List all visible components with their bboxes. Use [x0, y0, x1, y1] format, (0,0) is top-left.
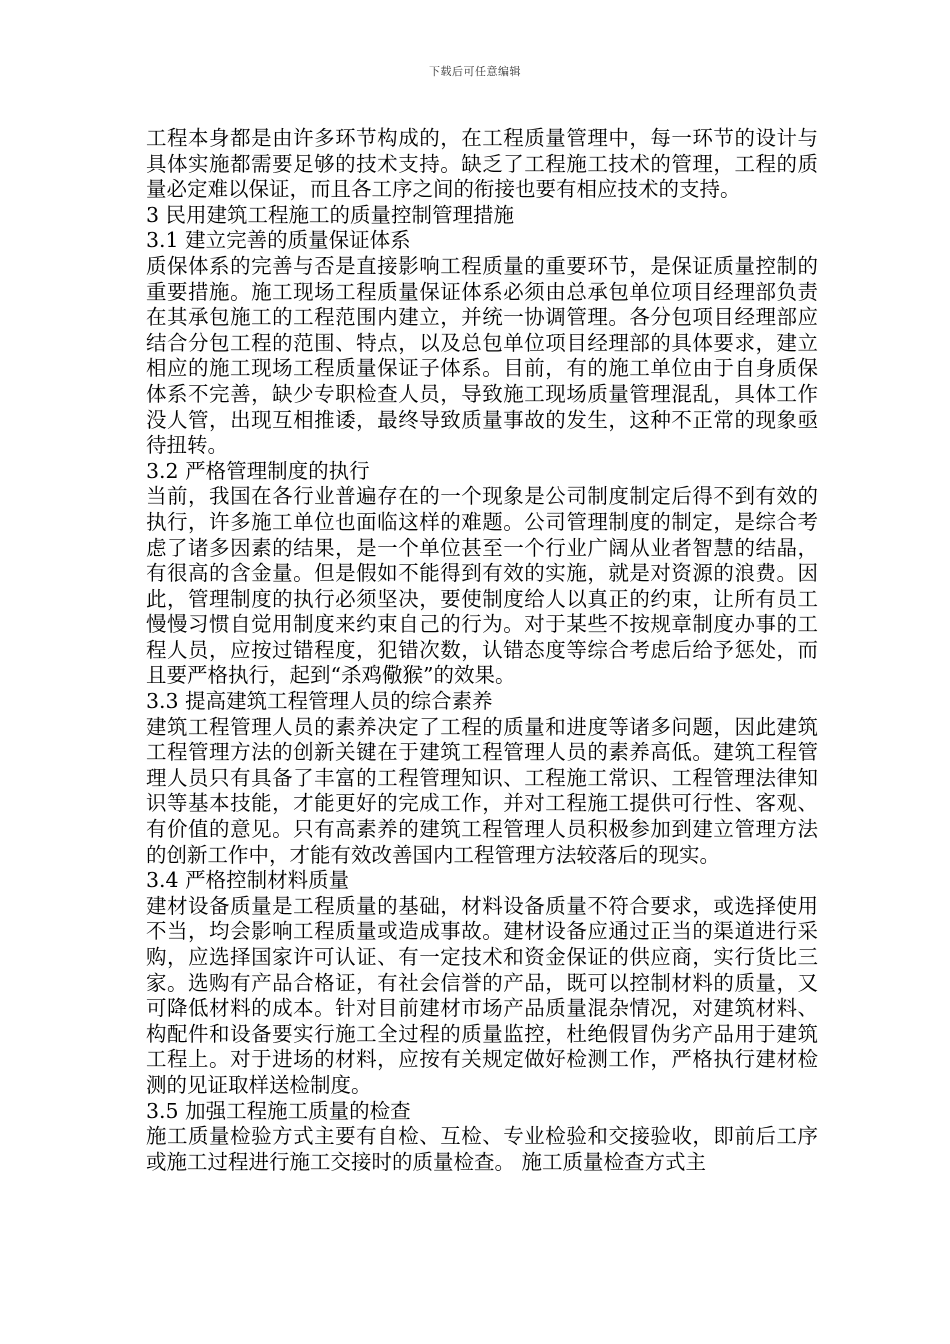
paragraph-3-5: 施工质量检验方式主要有自检、互检、专业检验和交接验收，即前后工序或施工过程进行施工交接时的质量检查。 施工质量检查方式主	[146, 1124, 818, 1174]
section-heading-3-2: 3.2 严格管理制度的执行	[146, 458, 370, 483]
page-header: 下载后可任意编辑	[429, 65, 521, 78]
document-body	[146, 126, 818, 1175]
paragraph-3-2: 当前，我国在各行业普遍存在的一个现象是公司制度制定后得不到有效的执行，许多施工单位也面临这样的难题。公司管理制度的制定，是综合考虑了诸多因素的结果，是一个单位甚至一个行业广阔从业者智慧的结晶，有很高的含金量。但是假如不能得到有效的实施，就是对资源的浪费。因此，管理制度的执行必须坚决，要使制度给人以真正的约束，让所有员工慢慢习惯自觉用制度来约束自己的行为。对于某些不按规章制度办事的工程人员，应按过错程度，犯错次数，认错态度等综合考虑后给予惩处，而且要严格执行，起到“杀鸡儆猴”的效果。	[146, 484, 818, 688]
paragraph-3-1: 质保体系的完善与否是直接影响工程质量的重要环节，是保证质量控制的重要措施。施工现场工程质量保证体系必须由总承包单位项目经理部负责在其承包施工的工程范围内建立，并统一协调管理。各分包项目经理部应结合分包工程的范围、特点，以及总包单位项目经理部的具体要求，建立相应的施工现场工程质量保证子体系。目前，有的施工单位由于自身质保体系不完善，缺少专职检查人员，导致施工现场质量管理混乱，具体工作没人管，出现互相推诿，最终导致质量事故的发生，这种不正常的现象亟待扭转。	[146, 253, 818, 458]
paragraph-3-4: 建材设备质量是工程质量的基础，材料设备质量不符合要求，或选择使用不当，均会影响工程质量或造成事故。建材设备应通过正当的渠道进行采购，应选择国家许可认证、有一定技术和资金保证的供应商，实行货比三家。选购有产品合格证，有社会信誉的产品，既可以控制材料的质量，又可降低材料的成本。针对目前建材市场产品质量混杂情况，对建筑材料、构配件和设备要实行施工全过程的质量监控，杜绝假冒伪劣产品用于建筑工程上。对于进场的材料，应按有关规定做好检测工作，严格执行建材检测的见证取样送检制度。	[146, 893, 818, 1097]
section-heading-3-4: 3.4 严格控制材料质量	[146, 868, 350, 893]
section-heading-3-5: 3.5 加强工程施工质量的检查	[146, 1098, 411, 1123]
section-heading-3: 3 民用建筑工程施工的质量控制管理措施	[146, 202, 515, 227]
section-heading-3-3: 3.3 提高建筑工程管理人员的综合素养	[146, 689, 493, 714]
paragraph-intro: 工程本身都是由许多环节构成的，在工程质量管理中，每一环节的设计与具体实施都需要足够的技术支持。缺乏了工程施工技术的管理，工程的质量必定难以保证，而且各工序之间的衔接也要有相应技术的支持。	[146, 126, 818, 202]
paragraph-3-3: 建筑工程管理人员的素养决定了工程的质量和进度等诸多问题，因此建筑工程管理方法的创新关键在于建筑工程管理人员的素养高低。建筑工程管理人员只有具备了丰富的工程管理知识、工程施工常识、工程管理法律知识等基本技能，才能更好的完成工作，并对工程施工提供可行性、客观、有价值的意见。只有高素养的建筑工程管理人员积极参加到建立管理方法的创新工作中，才能有效改善国内工程管理方法较落后的现实。	[146, 714, 818, 867]
section-heading-3-1: 3.1 建立完善的质量保证体系	[146, 228, 411, 253]
